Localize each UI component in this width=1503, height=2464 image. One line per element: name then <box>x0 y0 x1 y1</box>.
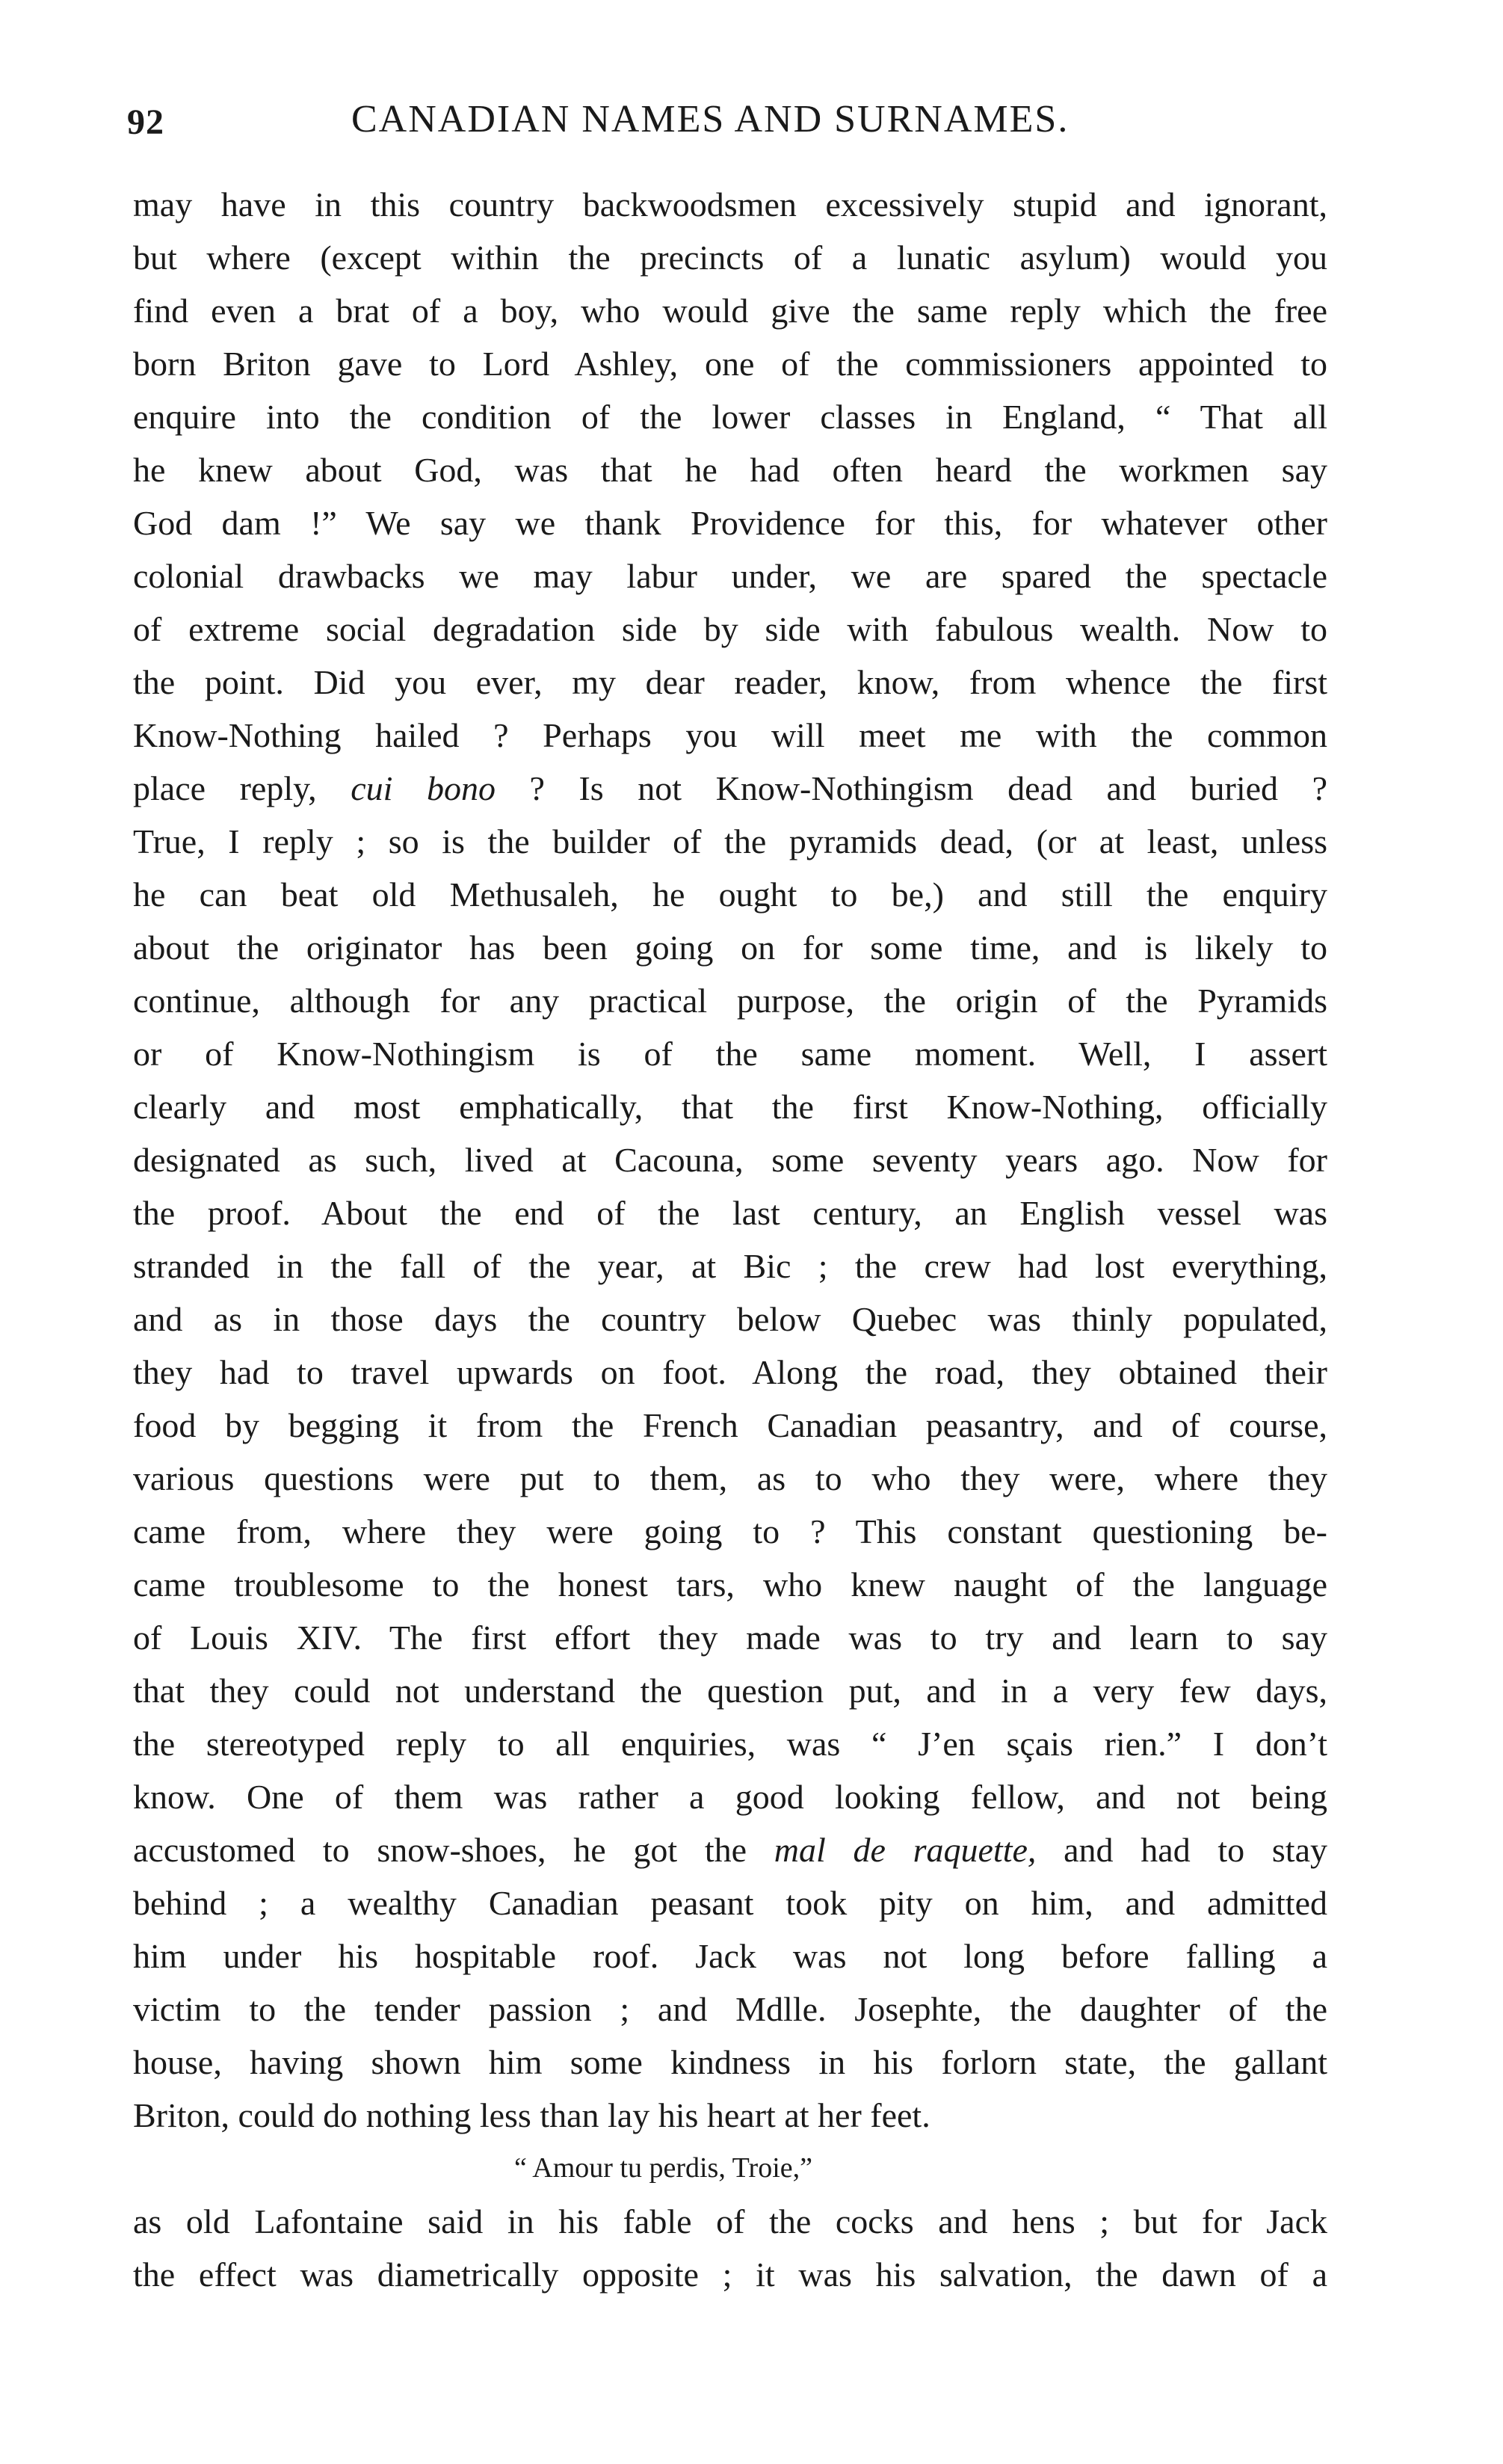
text-line: Briton, could do nothing less than lay his heart at her feet. <box>133 2096 930 2134</box>
text-line: he can beat old Methusaleh, he ought to be,) and still the enquiry <box>133 875 1327 914</box>
text-line: the proof. About the end of the last century, an English vessel was <box>133 1194 1327 1232</box>
text-line: about the originator has been going on for some time, and is likely to <box>133 928 1327 967</box>
text-line: victim to the tender passion ; and Mdlle. Josephte, the daughter of the <box>133 1990 1327 2028</box>
text-line: of extreme social degradation side by side with fabulous wealth. Now to <box>133 610 1327 648</box>
text-run: place reply, <box>133 769 351 807</box>
text-line: True, I reply ; so is the builder of the pyramids dead, (or at least, unless <box>133 822 1327 860</box>
verse-quote: “ Amour tu perdis, Troie,” <box>514 2152 812 2184</box>
page-number: 92 <box>127 102 164 142</box>
text-line: behind ; a wealthy Canadian peasant took pity on him, and admitted <box>133 1884 1327 1922</box>
text-line: came troublesome to the honest tars, who knew naught of the language <box>133 1565 1327 1604</box>
text-line: him under his hospitable roof. Jack was not long before falling a <box>133 1937 1327 1975</box>
text-line <box>133 1823 1327 1876</box>
text-line: God dam !” We say we thank Providence for this, for whatever other <box>133 504 1327 542</box>
text-line: various questions were put to them, as to who they were, where they <box>133 1459 1327 1497</box>
running-title: CANADIAN NAMES AND SURNAMES. <box>351 98 1070 141</box>
text-line: the stereotyped reply to all enquiries, was “ J’en sçais rien.” I don’t <box>133 1725 1327 1763</box>
text-line: came from, where they were going to ? This constant questioning be- <box>133 1512 1327 1550</box>
text-line: the point. Did you ever, my dear reader, know, from whence the first <box>133 663 1327 701</box>
text-line: they had to travel upwards on foot. Along the road, they obtained their <box>133 1353 1327 1391</box>
text-line: designated as such, lived at Cacouna, some seventy years ago. Now for <box>133 1141 1327 1179</box>
text-line: and as in those days the country below Quebec was thinly populated, <box>133 1300 1327 1338</box>
text-line: born Briton gave to Lord Ashley, one of the commissioners appointed to <box>133 345 1327 383</box>
text-line: find even a brat of a boy, who would give the same reply which the free <box>133 292 1327 330</box>
text-run: accustomed to snow-shoes, he got the <box>133 1831 774 1869</box>
text-line: food by begging it from the French Canadian peasantry, and of course, <box>133 1406 1327 1444</box>
body-text <box>133 178 1327 2301</box>
text-line: stranded in the fall of the year, at Bic ; the crew had lost everything, <box>133 1247 1327 1285</box>
text-line: colonial drawbacks we may labur under, we are spared the spectacle <box>133 557 1327 595</box>
text-line: know. One of them was rather a good looking fellow, and not being <box>133 1778 1327 1816</box>
italic-phrase: cui bono <box>351 769 496 807</box>
text-line: or of Know-Nothingism is of the same moment. Well, I assert <box>133 1035 1327 1073</box>
italic-phrase: mal de raquette, <box>774 1831 1037 1869</box>
text-line <box>133 762 1327 815</box>
text-run: and had to stay <box>1036 1831 1327 1869</box>
text-line: he knew about God, was that he had often heard the workmen say <box>133 451 1327 489</box>
page-header <box>127 97 1338 157</box>
text-line: enquire into the condition of the lower classes in England, “ That all <box>133 398 1327 436</box>
text-line: but where (except within the precincts of a lunatic asylum) would you <box>133 238 1327 277</box>
text-line: of Louis XIV. The first effort they made was to try and learn to say <box>133 1618 1327 1657</box>
text-line: the effect was diametrically opposite ; it was his salvation, the dawn of a <box>133 2255 1327 2294</box>
text-line: house, having shown him some kindness in his forlorn state, the gallant <box>133 2043 1327 2081</box>
text-line: as old Lafontaine said in his fable of the cocks and hens ; but for Jack <box>133 2202 1327 2240</box>
text-line: continue, although for any practical purpose, the origin of the Pyramids <box>133 982 1327 1020</box>
text-line: clearly and most emphatically, that the first Know-Nothing, officially <box>133 1088 1327 1126</box>
text-line: may have in this country backwoodsmen excessively stupid and ignorant, <box>133 185 1327 224</box>
text-line: that they could not understand the question put, and in a very few days, <box>133 1672 1327 1710</box>
text-run: ? Is not Know-Nothingism dead and buried ? <box>495 769 1328 807</box>
text-line: Know-Nothing hailed ? Perhaps you will meet me with the common <box>133 716 1327 754</box>
